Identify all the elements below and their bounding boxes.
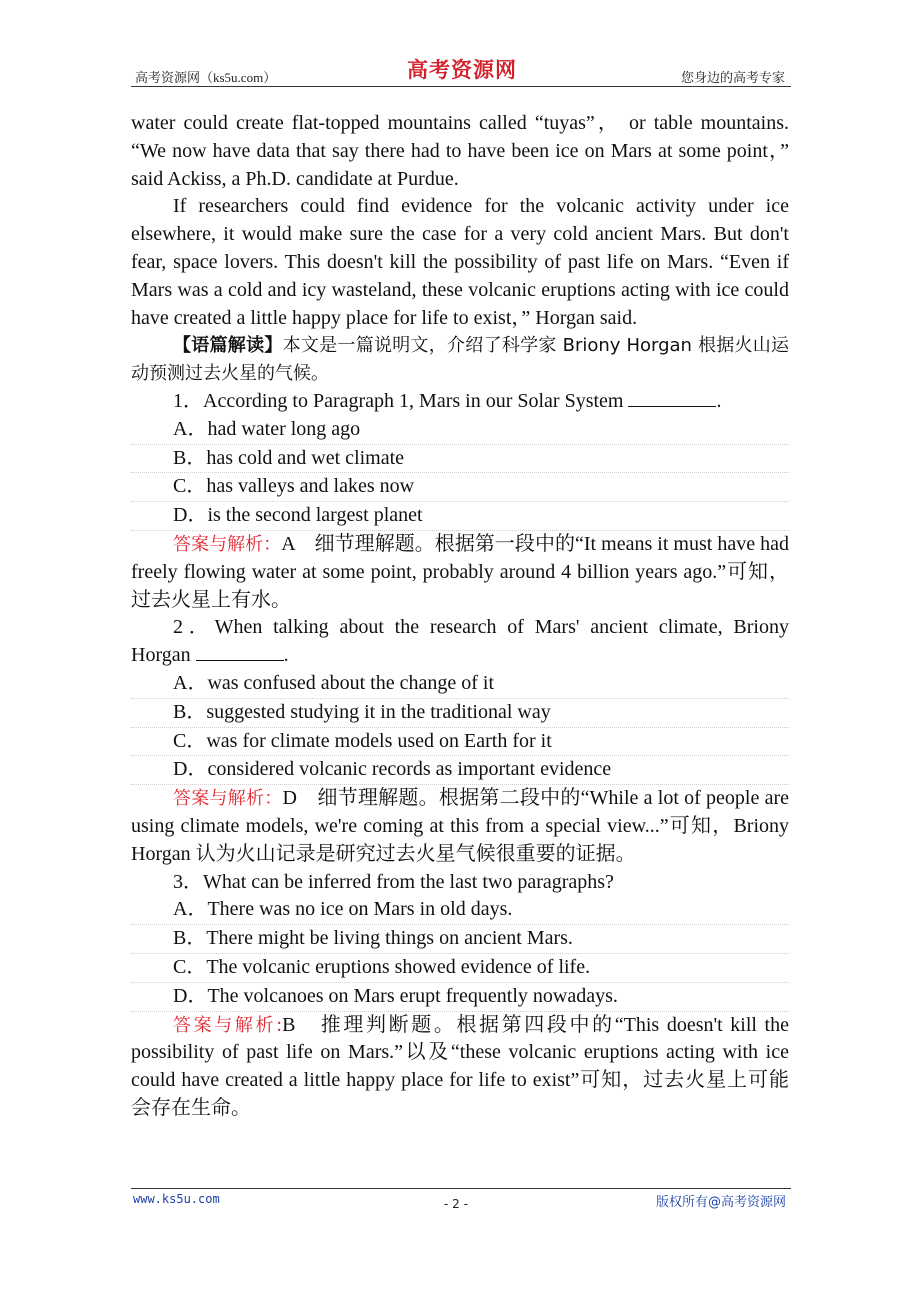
footer-divider xyxy=(131,1188,791,1189)
page-header xyxy=(131,52,791,88)
question-2-option-c: C．was for climate models used on Earth for it xyxy=(131,728,789,757)
question-1-option-d: D．is the second largest planet xyxy=(131,502,789,531)
answer-label: 答案与解析： xyxy=(173,788,283,810)
question-1-option-a: A．had water long ago xyxy=(131,416,789,445)
question-3-option-b: B．There might be living things on ancient Mars. xyxy=(131,925,789,954)
question-1-stem: 1．According to Paragraph 1, Mars in our Solar System . xyxy=(173,389,722,412)
question-1-option-c: C．has valleys and lakes now xyxy=(131,473,789,502)
question-1-answer xyxy=(131,531,789,614)
question-3-option-c: C．The volcanic eruptions showed evidence of life. xyxy=(131,954,789,983)
answer-blank xyxy=(628,388,716,407)
analysis-label: 【语篇解读】 xyxy=(173,335,283,357)
header-logo: 高考资源网 xyxy=(407,57,517,82)
answer-explanation: B 推理判断题。根据第四段中的“This doesn't kill the possibility of past life on Mars.”以及“these volcanic eruptions acting with ice could have created a little happy place for life to exist”可知，过去火星上可能会存在生命。 xyxy=(131,1013,789,1119)
question-3-stem: 3．What can be inferred from the last two paragraphs? xyxy=(173,870,614,893)
answer-explanation: A 细节理解题。根据第一段中的“It means it must have had freely flowing water at some point, probably around 4 billion years ago.”可知，过去火星上有水。 xyxy=(131,532,790,611)
question-2-option-d: D．considered volcanic records as important evidence xyxy=(131,756,789,785)
analysis-text: 本文是一篇说明文，介绍了科学家 Briony Horgan 根据火山运动预测过去火星的气候。 xyxy=(131,335,790,385)
footer-copyright: 版权所有@高考资源网 xyxy=(655,1195,786,1210)
question-2-option-a: A．was confused about the change of it xyxy=(131,670,789,699)
passage-paragraph-2: If researchers could find evidence for the volcanic activity under ice elsewhere, it would make sure the case for a very cold ancient Mars. But don't fear, space lovers. This doesn't kill the possibility of past life on Mars. “Even if Mars was a cold and icy wasteland, these volcanic eruptions acting with ice could have created a little happy place for life to exist，” Horgan said. xyxy=(131,195,789,329)
question-2-option-b: B．suggested studying it in the traditional way xyxy=(131,699,789,728)
footer-url[interactable]: www.ks5u.com xyxy=(133,1192,220,1206)
header-site-name: 高考资源网（ks5u.com） xyxy=(135,70,277,85)
header-divider xyxy=(131,86,791,87)
answer-explanation: D 细节理解题。根据第二段中的“While a lot of people are using climate models, we're coming at this from a special view...”可知，Briony Horgan 认为火山记录是研究过去火星气候很重要的证据。 xyxy=(131,787,790,865)
answer-blank xyxy=(196,642,284,661)
answer-label: 答案与解析： xyxy=(173,533,282,555)
discourse-analysis xyxy=(131,332,789,388)
question-1-option-b: B．has cold and wet climate xyxy=(131,445,789,474)
question-2-answer xyxy=(131,785,789,868)
question-2-stem: 2．When talking about the research of Mars' ancient climate, Briony Horgan . xyxy=(131,616,789,667)
question-3-option-a: A．There was no ice on Mars in old days. xyxy=(131,896,789,925)
page-number: - 2 - xyxy=(444,1197,468,1211)
passage-paragraph-1: water could create flat-topped mountains called “tuyas”， or table mountains. “We now have data that say there had to have been ice on Mars at some point，” said Ackiss, a Ph.D. candidate at Purdue. xyxy=(131,112,789,190)
answer-label: 答案与解析: xyxy=(173,1014,283,1036)
question-3-answer xyxy=(131,1012,789,1123)
question-3-option-d: D．The volcanoes on Mars erupt frequently nowadays. xyxy=(131,983,789,1012)
page-content xyxy=(131,110,789,1123)
header-slogan: 您身边的高考专家 xyxy=(680,70,785,85)
